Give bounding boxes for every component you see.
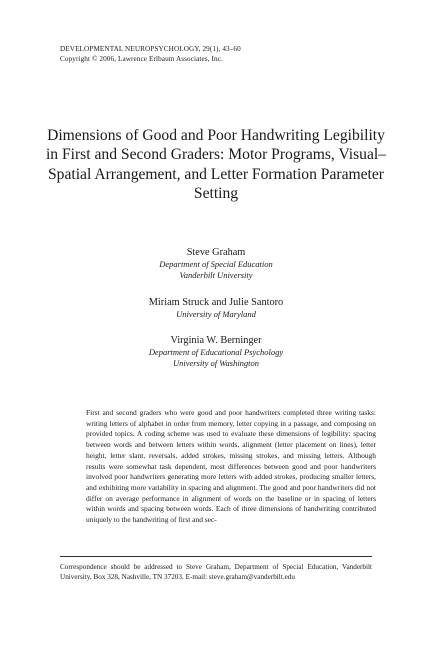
copyright-line: Copyright © 2006, Lawrence Erlbaum Associates, Inc. <box>60 55 223 63</box>
paper-title: Dimensions of Good and Poor Handwriting Legibility in First and Second Graders: Motor Programs, Visual–Spatial Arrangement, and Letter Formation Parameter Setting <box>45 127 387 202</box>
correspondence-footnote: Correspondence should be addressed to Steve Graham, Department of Special Education, Vanderbilt University, Box 328, Nashville, TN 37203. E-mail: steve.graham@vanderbilt.edu <box>60 563 372 582</box>
journal-citation: DEVELOPMENTAL NEUROPSYCHOLOGY, 29(1), 43–60 <box>60 45 241 53</box>
author-department: Department of Educational Psychology <box>148 347 284 357</box>
author-block-berninger <box>40 334 392 369</box>
author-institution: Vanderbilt University <box>179 269 253 280</box>
author-block-graham <box>40 246 392 281</box>
journal-header <box>60 44 241 64</box>
author-name: Virginia W. Berninger <box>170 335 262 346</box>
author-block-struck-santoro <box>40 296 392 320</box>
author-institution: University of Maryland <box>176 309 256 319</box>
author-department: Department of Special Education <box>159 259 273 269</box>
author-institution: University of Washington <box>172 357 260 368</box>
abstract-text: First and second graders who were good and poor handwriters completed three writing tasks: writing letters of alphabet in order from memory, letter copying in a passage, and composing on provided topics. A coding scheme was used to evaluate these dimensions of legibility: spacing between words and between letters within words, alignment (letter placement on lines), letter height, letter slant, reversals, added strokes, missing strokes, and missing letters. Although results were somewhat task dependent, most differences between good and poor handwriters involved poor handwriters generating more letters with added strokes, producing smaller letters, and exhibiting more variability in spacing and alignment. The good and poor handwriters did not differ on average performance in alignment of words on the baseline or in spacing of letters within words and spacing between words. Each of three dimensions of handwriting contributed uniquely to the handwriting of first and sec- <box>86 408 376 525</box>
author-name: Miriam Struck and Julie Santoro <box>148 297 284 308</box>
footnote-divider <box>60 556 372 557</box>
author-name: Steve Graham <box>186 247 246 258</box>
